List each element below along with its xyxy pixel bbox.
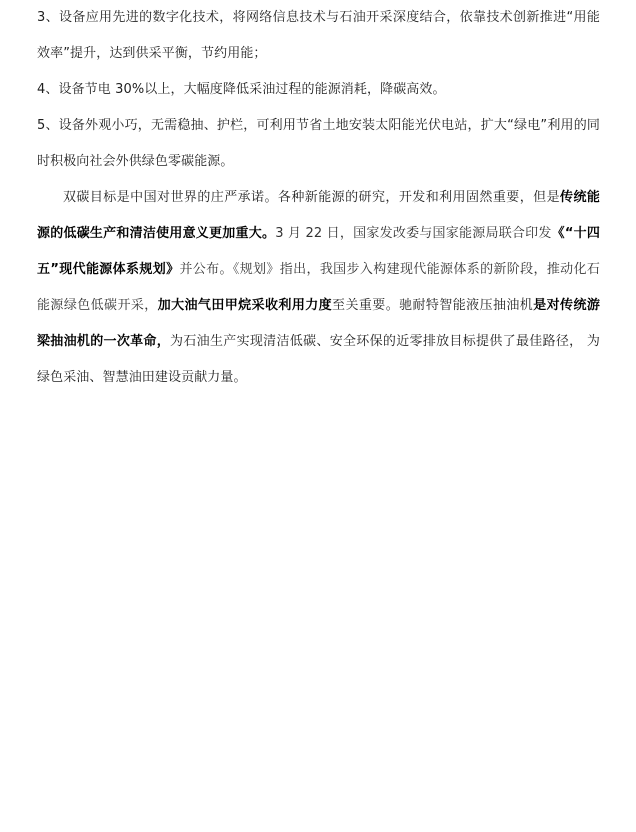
list-item-5: 5、设备外观小巧，无需稳抽、护栏，可利用节省土地安装太阳能光伏电站，扩大“绿电”利用的同时积极向社会外供绿色零碳能源。 [37, 118, 600, 169]
list-item-4: 4、设备节电 30%以上，大幅度降低采油过程的能源消耗，降碳高效。 [37, 82, 446, 97]
paragraph-text: 双碳目标是中国对世界的庄严承诺。各种新能源的研究，开发和利用固然重要，但是 [63, 190, 561, 205]
list-item-3: 3、设备应用先进的数字化技术，将网络信息技术与石油开采深度结合，依靠技术创新推进“用能效率”提升，达到供采平衡，节约用能； [37, 10, 600, 61]
paragraph-text: 并公布。《规划》指出，我国步入构建现代能源体系的新阶段，推动化石能源绿色低碳开采， [37, 262, 600, 313]
paragraph-text: 3 月 22 日，国家发改委与国家能源局联合印发 [275, 226, 552, 241]
plan-title: 《“十四五”现代能源体系规划》 [37, 226, 600, 277]
paragraph-emphasis: 加大油气田甲烷采收利用力度 [157, 298, 333, 313]
paragraph-emphasis: 传统能源的低碳生产和清洁使用意义更加重大。 [37, 190, 600, 241]
paragraph-emphasis: 是对传统游梁抽油机的一次革命， [37, 298, 600, 349]
paragraph-text: 为石油生产实现清洁低碳、安全环保的近零排放目标提供了最佳路径， 为绿色采油、智慧油田建设贡献力量。 [37, 334, 600, 385]
paragraph-text: 至关重要。驰耐特智能液压抽油机 [332, 298, 534, 313]
body-paragraph [37, 180, 600, 396]
document-page [37, 0, 600, 396]
